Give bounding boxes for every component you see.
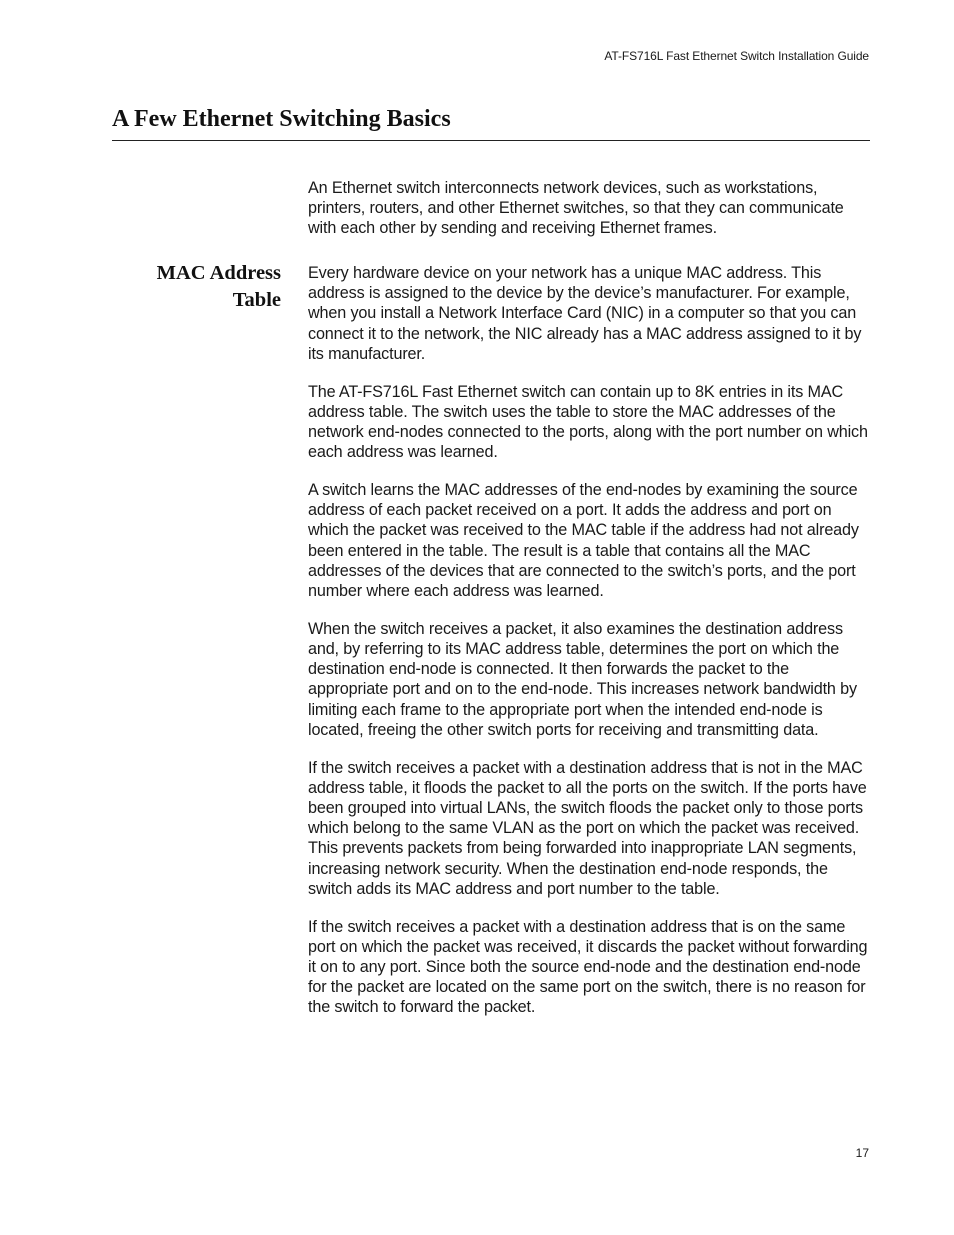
section-heading-line1: MAC Address (156, 262, 281, 284)
body-paragraph: The AT-FS716L Fast Ethernet switch can contain up to 8K entries in its MAC address table. The switch uses the table to store the MAC addresses of the network end-nodes connected to the ports, along with the port number on which each address was learned. (308, 382, 868, 462)
intro-paragraph: An Ethernet switch interconnects network devices, such as workstations, printers, routers, and other Ethernet switches, so that they can communicate with each other by sending and receiving Ethernet frames. (308, 179, 844, 238)
body-paragraph: A switch learns the MAC addresses of the end-nodes by examining the source address of each packet received on a port. It adds the address and port on which the packet was received to the MAC table if the address had not already been entered in the table. The result is a table that contains all the MAC addresses of the devices that are connected to the switch’s ports, and the port number where each address was learned. (308, 481, 859, 601)
body-paragraph: When the switch receives a packet, it also examines the destination address and, by referring to its MAC address table, determines the port on which the destination end-node is connected. It then forwards the packet to the appropriate port and on to the end-node. This increases network bandwidth by limiting each frame to the appropriate port when the intended end-node is located, freeing the other switch ports for receiving and transmitting data. (308, 619, 857, 739)
section-body (308, 263, 873, 1035)
body-paragraph: If the switch receives a packet with a destination address that is on the same port on which the packet was received, it discards the packet without forwarding it on to any port. Since both the source end-node and the destination end-node for the packet are located on the same port on the switch, there is no reason for the switch to forward the packet. (308, 917, 868, 1017)
section-heading (112, 260, 281, 314)
section-heading-line2: Table (232, 289, 281, 311)
body-paragraph: Every hardware device on your network has a unique MAC address. This address is assigned to the device by the device’s manufacturer. For example, when you install a Network Interface Card (NIC) in a computer so that you can connect it to the network, the NIC already has a MAC address assigned to it by its manufacturer. (308, 264, 862, 363)
body-paragraph: If the switch receives a packet with a destination address that is not in the MAC address table, it floods the packet to all the ports on the switch. If the ports have been grouped into virtual LANs, the switch floods the packet only to those ports which belong to the same VLAN as the port on which the packet was received. This prevents packets from being forwarded into inappropriate LAN segments, increasing network security. When the destination end-node responds, the switch adds its MAC address and port number to the table. (308, 758, 867, 898)
running-header: AT-FS716L Fast Ethernet Switch Installation Guide (604, 49, 869, 63)
title-rule (112, 140, 870, 141)
chapter-title: A Few Ethernet Switching Basics (112, 106, 451, 132)
page-number: 17 (855, 1146, 869, 1160)
